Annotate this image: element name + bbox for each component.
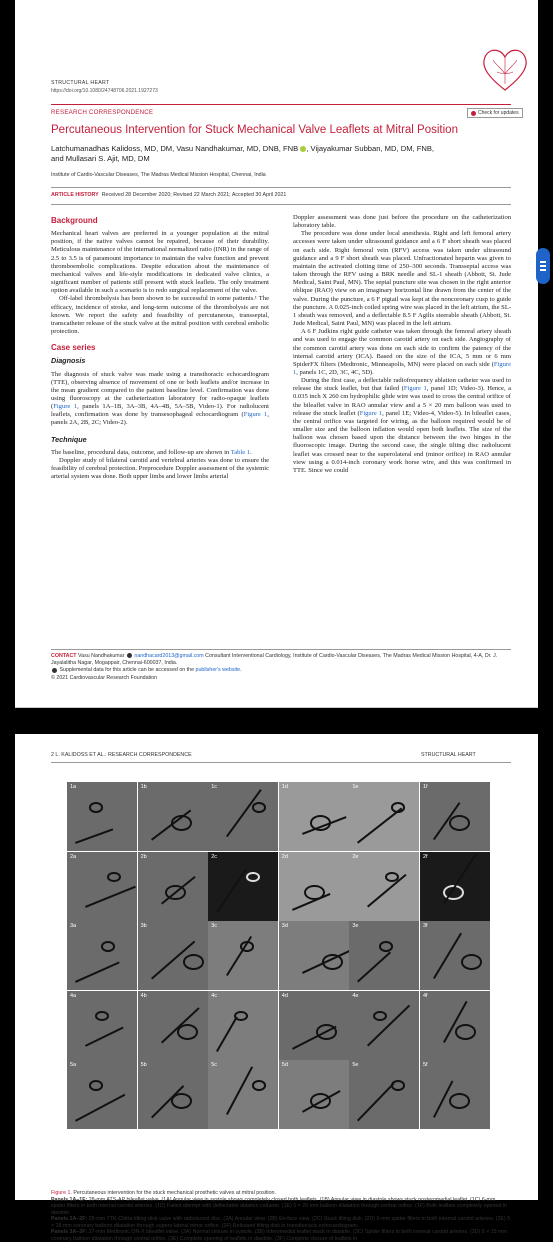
article-history [51, 192, 286, 198]
guidewire-shape [357, 1083, 394, 1121]
guidewire-shape [75, 1094, 125, 1122]
valve-device-shape [461, 954, 482, 970]
panel-label: 3f [422, 923, 428, 930]
heading-case-series: Case series [51, 343, 96, 353]
guidewire-shape [75, 962, 119, 983]
caption-panels-2: 25-mm TTK-Chitra tilting-disk valve with radiolucent disc. (2A) Annular view. (2B) En-face view. (2C) Stuck tilting disk. (2D) 6-mm spider filters in both internal carotid arteries. (2E) 5 × 18 mm coronary balloon dilatation through supero-lateral minor orifice. (2F) Released tilting disk in transthoracic echocardiogram. [51, 1216, 511, 1229]
paragraph: Mechanical heart valves are preferred in a younger population at the mitral position, if the native valves cannot be repaired, because of their durability. Meticulous maintenance of the international normalized ratio (INR) in the range of 2.5 to 3.5 is of paramount importance to maintain the valve function and prevent thromboembolic complications. Despite education about the maintenance of mechanical valves and life-style modifications in dedicated valve clinics, a significant number of patients still present with stuck leaflets. The only treatment option available in such a scenario is to redo surgical replacement of the valve. [51, 230, 269, 295]
contact-line [51, 653, 511, 667]
authors-line-2: and Mullasari S. Ajit, MD, DM [51, 154, 150, 163]
check-updates-label: Check for updates [478, 110, 519, 116]
email-link[interactable]: nandhacard2013@gmail.com [134, 653, 204, 659]
panel-label: 2f [422, 853, 428, 860]
valve-device-shape [379, 941, 393, 952]
figure-panel-1c [208, 782, 278, 851]
panel-label: 3e [352, 923, 359, 930]
figure-panel-2f [420, 852, 490, 921]
guidewire-shape [75, 828, 113, 843]
panel-label: 1b [140, 784, 147, 790]
contact-label: CONTACT [51, 653, 77, 659]
panel-label: 5a [70, 1062, 77, 1069]
valve-device-shape [373, 1011, 387, 1022]
figure-panel-3d [279, 921, 349, 990]
panel-label: 3d [281, 923, 288, 930]
figure-panel-3e [349, 921, 419, 990]
panel-label: 4f [422, 992, 428, 999]
valve-device-shape [252, 802, 266, 813]
figure-panel-2b [138, 852, 208, 921]
figure-panel-3b [138, 921, 208, 990]
paragraph: During the first case, a deflectable radiofrequency ablation catheter was used to release the stuck leaflet, but that failed (Figure 1, panel 1D; Video-3). Hence, a 0.035 inch X 260 cm hydrophilic glide wire was used to cross the central orifice of the bileaflet valve in RAO annular view and a 5 × 20 mm balloon was used to release the stuck leaflet (Figure 1, panel 1E; Video-4, Video-5). In bileaflet cases, the central orifice was targeted for wiring, as the balloon required would be of smaller size and the balloon inflation would open both leaflets. The size of the balloon was chosen based upon the distance between the two hinges in the fluoroscopic image. During the second case, the single tilting disc radiolucent leaflet was crossed near to the superolateral end (minor orifice) in RAO annular view using a 0.014-inch coronary work horse wire, and this was confirmed in TTE. Since we could [293, 377, 512, 474]
guidewire-shape [357, 808, 402, 844]
guidewire-shape [357, 952, 391, 983]
divider [51, 649, 511, 650]
figure-panel-3c [208, 921, 278, 990]
paragraph: Doppler study of bilateral carotid and vertebral arteries was done to ensure the feasibility of cerebral protection. Preprocedure Doppler assessment of the systemic arterial system was done. Both upper limbs and lower limbs arterial [51, 456, 269, 481]
email-icon [127, 653, 132, 658]
panel-label: 5e [352, 1062, 359, 1069]
valve-device-shape [183, 954, 204, 970]
author-list [51, 144, 521, 164]
valve-device-shape [246, 872, 260, 883]
paragraph: The procedure was done under local anesthesia. Right and left femoral artery accesses were taken under ultrasound guidance and a 6 F short sheath was placed on each side. Right femoral vein (RFV) access was taken under ultrasound guidance and a 9 F short sheath was placed. Unfractionated heparin was given to maintain the activated clotting time of 250–300 seconds. Transseptal access was taken through the RFV using a BRK needle and SL-1 sheath (Abbott, St. Jude Medical, Saint Paul, MN). The septal puncture site was chosen in the right anterior oblique (RAO) view on an imaginary horizontal line drawn from the center of the valve. During the puncture, a 6 F pigtail was kept at the noncoronary cusp to guide the puncture. A 0.025-inch coiled spring wire was placed in the left atrium, the SL-1 sheath was removed, and a deflectable 8.5 F Agilis steerable sheath (Abbott, St. Jude Medical, Saint Paul, MN) was placed in the left atrium. [293, 230, 511, 328]
journal-name: STRUCTURAL HEART [421, 752, 476, 758]
panel-label: 5b [140, 1062, 147, 1069]
figure-caption: Figure 1. Percutaneous intervention for the stuck mechanical prosthetic valves at mitral position. Panels 1A–1F: 28-mm ATS-AP bileaflet valve. (1A) Annular view in systole shows completely closed both leaflets. (1B) Annular view in diastole shows stuck posteromedial leaflet. (1C) 6-mm spider filters in both internal carotid arteries. (1D) Failed attempt with deflectable ablation catheter. (1E) 5 × 20 mm balloon dilatation through central orifice. (1F) Both leaflets completely opened in diastole. Panels 2A–2F: 25-mm TTK-Chitra tilting-disk valve with radiolucent disc. (2A) Annular view. (2B) En-face view. (2C) Stuck tilting disk. (2D) 6-mm spider filters in both internal carotid arteries. (2E) 5 × 18 mm coronary balloon dilatation through supero-lateral minor orifice. (2F) Released tilting disk in transthoracic echocardiogram. Panels 3A–3F: 27-mm Medtronic ON-X bileaflet valve. (3A) Normal closure in systole. (3B) Inferomedial leaflet stuck in diastole. (3C) Spider filters in both internal carotid arteries. (3D) 5 × 15 mm coronary balloon dilatation through central orifice. (3E) Complete opening of leaflets in diastole. (3F) Complete closure of leaflets in [51, 1190, 511, 1242]
guidewire-shape [226, 936, 252, 976]
paragraph: The baseline, procedural data, outcome, and follow-up are shown in Table 1. [51, 448, 252, 456]
valve-device-shape [101, 941, 115, 952]
contact-address: Consultant Interventional Cardiology, Institute of Cardio-Vascular Diseases, The Madras Medical Mission Hospital, 4-A, Dr. J. Jayalalitha Nagar, Mogappair, Chennai-600037, India. [51, 653, 498, 667]
crossmark-icon [471, 111, 476, 116]
running-head: 2 L. KALIDOSS ET AL.: RESEARCH CORRESPONDENCE [51, 752, 192, 758]
figure-panel-1f [420, 782, 490, 851]
doi-link[interactable]: https://doi.org/10.1080/24748706.2021.1927273 [51, 88, 158, 94]
article-page-1 [15, 0, 538, 708]
figure-panel-5c [208, 1060, 278, 1129]
figure-panel-2e [349, 852, 419, 921]
panel-label: 1c [211, 784, 217, 790]
paragraph: A 6 F Judkins right guide catheter was taken through the femoral artery sheath and was used to engage the common carotid artery on each side. Angiography of the common carotid artery was done on each side to confirm the patency of the internal carotid artery (ICA). Based on the size of the ICA, 5 mm or 6 mm SpiderFX filters (Medtronic, Minneapolis, MN) were placed on each side (Figure 1, panels 1C, 2D, 3C, 4C, 5D). [293, 328, 511, 376]
left-column [51, 214, 269, 481]
panel-label: 4c [211, 992, 217, 999]
panel-label: 4e [352, 992, 359, 999]
figure-link[interactable]: Figure 1 [53, 403, 78, 411]
figure-panel-2a [67, 852, 137, 921]
scroll-handle[interactable] [536, 248, 550, 284]
panel-label: 5c [211, 1062, 217, 1069]
divider [51, 204, 511, 205]
authors-line-1b: , Vijayakumar Subban, MD, DM, FNB, [306, 144, 435, 153]
valve-device-shape [449, 1093, 470, 1109]
panel-label: 1e [352, 784, 359, 790]
panel-label: 4d [281, 992, 288, 999]
figure-panel-3f [420, 921, 490, 990]
figure-panel-5b [138, 1060, 208, 1129]
copyright: © 2021 Cardiovascular Research Foundation [51, 674, 158, 681]
table-link[interactable]: Table 1 [230, 448, 251, 456]
figure-panel-2d [279, 852, 349, 921]
panel-label: 4a [70, 992, 77, 999]
figure-panel-grid [67, 782, 490, 1129]
figure-panel-5f [420, 1060, 490, 1129]
heading-technique: Technique [51, 434, 87, 444]
figure-link[interactable]: Figure 1 [359, 409, 383, 417]
figure-panel-4b [138, 991, 208, 1060]
figure-link[interactable]: Figure 1 [243, 411, 268, 419]
figure-panel-5e [349, 1060, 419, 1129]
guidewire-shape [226, 1067, 253, 1115]
figure-panel-5d [279, 1060, 349, 1129]
figure-link[interactable]: Figure 1 [403, 385, 427, 393]
panel-label: 2d [281, 853, 288, 860]
guidewire-shape [302, 949, 352, 974]
panel-label: 5d [281, 1062, 288, 1069]
figure-panel-1d [279, 782, 349, 851]
journal-name: STRUCTURAL HEART [51, 80, 110, 86]
article-page-2 [15, 734, 538, 1242]
paragraph: Off-label thrombolysis has been shown to be successful in some patients.¹ The efficacy, incidence of stroke, and long-term outcome of the thrombolysis are not known. We report the safety and feasibility of percutaneous, transseptal, transcatheter release of the stuck valve at the mitral position with cerebral embolic protection. [51, 295, 269, 336]
panel-label: 3a [70, 923, 77, 930]
heart-logo-icon [479, 44, 531, 94]
affiliation: Institute of Cardio-Vascular Diseases, The Madras Medical Mission Hospital, Chennai, India [51, 172, 266, 178]
guidewire-shape [85, 1026, 123, 1046]
history-text: Received 28 December 2020; Revised 22 March 2021; Accepted 30 April 2021 [101, 192, 287, 198]
valve-device-shape [95, 1011, 109, 1022]
valve-device-shape [449, 815, 470, 831]
caption-title: Percutaneous intervention for the stuck mechanical prosthetic valves at mitral position. [73, 1190, 276, 1196]
panel-label: 3b [140, 923, 147, 930]
figure-panel-4c [208, 991, 278, 1060]
panel-label: 5f [422, 1062, 428, 1069]
figure-panel-4f [420, 991, 490, 1060]
valve-device-shape [107, 872, 121, 883]
panel-label: 1f [422, 784, 428, 790]
figure-panel-5a [67, 1060, 137, 1129]
right-column [293, 214, 511, 475]
check-updates-button[interactable] [467, 108, 523, 118]
guidewire-shape [367, 1004, 410, 1045]
panel-label: 3c [211, 923, 217, 930]
guidewire-shape [85, 885, 136, 907]
guidewire-shape [216, 868, 246, 912]
heading-diagnosis: Diagnosis [51, 356, 86, 366]
supplemental-line: Supplemental data for this article can be accessed on the publisher's website. [51, 667, 511, 674]
valve-device-shape [252, 1080, 266, 1091]
header-rule [51, 104, 511, 105]
panel-label: 2a [70, 853, 77, 860]
paragraph: The diagnosis of stuck valve was made using a transthoracic echocardiogram (TTE), observing absence of movement of one or both leaflets and/or increase in the mean gradient compared to the patient baseline level. Confirmation was done using fluoroscopy at the catheterization laboratory for radio-opaque leaflets (Figure 1, panels 1A–1B, 3A–3B, 4A–4B, 5A–5B, Video-1). For radiolucent leaflets, confirmation was done by transesophageal echocardiogram (Figure 1, panels 2A, 2B, 2C; Video-2). [51, 370, 269, 427]
info-icon [52, 668, 57, 673]
figure-panel-4a [67, 991, 137, 1060]
valve-device-shape [89, 1080, 103, 1091]
valve-device-shape [455, 1024, 476, 1040]
panel-label: 2b [140, 853, 147, 860]
figure-panel-4d [279, 991, 349, 1060]
figure-panel-2c [208, 852, 278, 921]
figure-panel-1b [138, 782, 208, 851]
figure-panel-1e [349, 782, 419, 851]
section-label: RESEARCH CORRESPONDENCE [51, 109, 154, 116]
figure-panel-3a [67, 921, 137, 990]
guidewire-shape [433, 933, 462, 979]
panel-label: 2e [352, 853, 359, 860]
panel-label: 1a [70, 784, 77, 790]
caption-label: Figure 1. [51, 1190, 72, 1196]
panel-label: 4b [140, 992, 147, 999]
caption-panels-3: 27-mm Medtronic ON-X bileaflet valve. (3A) Normal closure in systole. (3B) Inferomedial leaflet stuck in diastole. (3C) Spider filters in both internal carotid arteries. (3D) 5 × 15 mm coronary balloon dilatation through central orifice. (3E) Complete opening of leaflets in diastole. (3F) Complete closure of leaflets in [51, 1229, 507, 1242]
history-label: ARTICLE HISTORY [51, 192, 99, 198]
footnote-box [51, 653, 511, 682]
contact-name: Vasu Nandhakumar [77, 653, 125, 659]
divider [51, 187, 511, 188]
paragraph: Doppler assessment was done just before the procedure on the catheterization laboratory table. [293, 214, 511, 230]
panel-label: 1d [281, 784, 288, 790]
authors-line-1: Latchumanadhas Kalidoss, MD, DM, Vasu Nandhakumar, MD, DNB, FNB [51, 144, 299, 153]
guidewire-shape [226, 789, 261, 837]
heading-background: Background [51, 216, 98, 225]
divider [51, 762, 511, 763]
publisher-link[interactable]: publisher's website [195, 667, 241, 674]
valve-device-shape [89, 802, 103, 813]
article-title: Percutaneous Intervention for Stuck Mechanical Valve Leaflets at Mitral Position [51, 124, 458, 136]
figure-link[interactable]: Figure 1 [293, 360, 511, 376]
figure-panel-1a [67, 782, 137, 851]
panel-label: 2c [211, 853, 217, 860]
caption-panels-1: 28-mm ATS-AP bileaflet valve. (1A) Annular view in systole shows completely closed both leaflets. (1B) Annular view in diastole shows stuck posteromedial leaflet. (1C) 6-mm spider filters in both internal carotid arteries. (1D) Failed attempt with deflectable ablation catheter. (1E) 5 × 20 mm balloon dilatation through central orifice. (1F) Both leaflets completely opened in diastole. [51, 1196, 507, 1216]
figure-panel-4e [349, 991, 419, 1060]
guidewire-shape [216, 1016, 237, 1051]
